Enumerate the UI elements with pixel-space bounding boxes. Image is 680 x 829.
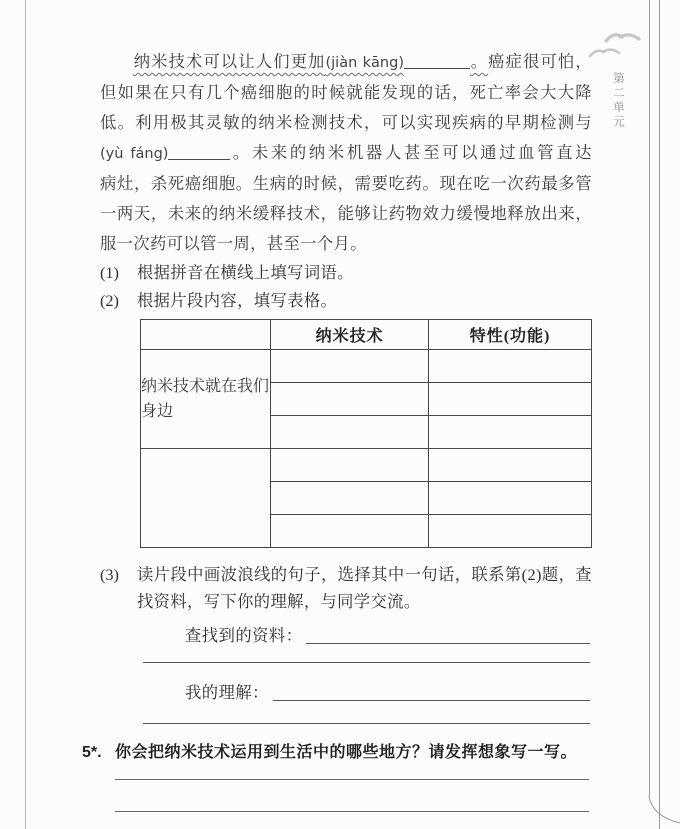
materials-answer-row bbox=[185, 623, 592, 649]
table-group1-label: 纳米技术就在我们身边 bbox=[141, 350, 271, 449]
fill-in-table bbox=[140, 319, 592, 548]
table-header-nanotech: 纳米技术 bbox=[271, 320, 429, 350]
question-2-text: 根据片段内容，填写表格。 bbox=[137, 291, 338, 310]
passage-line: 服一次药可以管一周，甚至一个月。 bbox=[100, 234, 367, 253]
passage-text: 。未来的纳米机器人甚至可以通过血管直达 bbox=[230, 143, 592, 162]
table-empty-cell bbox=[429, 449, 592, 482]
table-empty-cell bbox=[271, 482, 429, 515]
fill-blank-jiankang bbox=[404, 54, 470, 69]
question-2-number: (2) bbox=[100, 291, 119, 310]
page-left-rule bbox=[25, 0, 26, 829]
question-1 bbox=[100, 259, 592, 287]
main-content bbox=[82, 47, 593, 829]
fill-blank-yufang bbox=[168, 145, 230, 160]
understanding-answer-row bbox=[185, 680, 592, 706]
table-empty-cell bbox=[429, 383, 592, 416]
writing-line-3 bbox=[115, 812, 589, 829]
table-empty-cell bbox=[271, 449, 429, 482]
seagulls-icon bbox=[586, 28, 644, 70]
understanding-answer-line bbox=[273, 680, 590, 701]
reading-passage bbox=[100, 47, 592, 259]
writing-line-2 bbox=[115, 780, 589, 812]
unit-sidebar-label: 第二单元 bbox=[612, 72, 624, 130]
question-5-number: 5*. bbox=[82, 744, 102, 761]
passage-period: 。 bbox=[469, 52, 489, 71]
pinyin-hint-yufang: (yù fáng) bbox=[100, 146, 169, 162]
table-empty-cell bbox=[271, 416, 429, 449]
question-3-number: (3) bbox=[100, 565, 119, 584]
table-row bbox=[141, 350, 592, 383]
table-header-empty bbox=[141, 320, 271, 350]
question-3 bbox=[100, 561, 592, 615]
table-empty-cell bbox=[429, 515, 592, 548]
understanding-continuation-line bbox=[143, 710, 590, 724]
materials-answer-line bbox=[306, 623, 590, 644]
table-header-feature: 特性(功能) bbox=[429, 320, 592, 350]
table-row bbox=[141, 449, 592, 482]
table-empty-cell bbox=[271, 383, 429, 416]
passage-line bbox=[100, 47, 592, 78]
table-empty-cell bbox=[271, 350, 429, 383]
passage-wavy-sentence: 纳米技术可以让人们更加 bbox=[133, 52, 326, 71]
pinyin-hint-jiankang: (jiàn kāng) bbox=[325, 55, 404, 71]
table-header-row bbox=[141, 320, 592, 350]
question-1-number: (1) bbox=[100, 263, 119, 282]
materials-continuation-line bbox=[143, 649, 590, 663]
page-right-outer-rule bbox=[659, 0, 660, 829]
understanding-label: 我的理解： bbox=[185, 683, 269, 702]
passage-line: 病灶，杀死癌细胞。生病的时候，需要吃药。现在吃一次药最多管 bbox=[100, 174, 592, 193]
writing-line-1 bbox=[115, 767, 589, 780]
question-2 bbox=[100, 287, 592, 315]
table-empty-cell bbox=[271, 515, 429, 548]
passage-text: 癌症很可怕， bbox=[488, 52, 593, 71]
question-3-text: 读片段中画波浪线的句子，选择其中一句话，联系第(2)题，查找资料，写下你的理解，与同学交流。 bbox=[137, 565, 592, 611]
table-empty-cell bbox=[429, 482, 592, 515]
table-empty-cell bbox=[429, 416, 592, 449]
passage-line: 一两天，未来的纳米缓释技术，能够让药物效力缓慢地释放出来， bbox=[100, 204, 592, 223]
passage-line: 低。利用极其灵敏的纳米检测技术，可以实现疾病的早期检测与 bbox=[100, 113, 592, 132]
materials-label: 查找到的资料： bbox=[185, 626, 303, 645]
passage-line bbox=[100, 138, 592, 169]
page-corner-curl bbox=[618, 796, 680, 829]
table-empty-cell bbox=[429, 350, 592, 383]
question-5-text: 你会把纳米技术运用到生活中的哪些地方？请发挥想象写一写。 bbox=[115, 744, 578, 761]
table-group2-label bbox=[141, 449, 271, 548]
question-1-text: 根据拼音在横线上填写词语。 bbox=[137, 263, 354, 282]
question-5 bbox=[82, 739, 592, 767]
page-right-inner-rule bbox=[649, 0, 650, 797]
passage-line: 但如果在只有几个癌细胞的时候就能发现的话，死亡率会大大降 bbox=[100, 83, 592, 102]
